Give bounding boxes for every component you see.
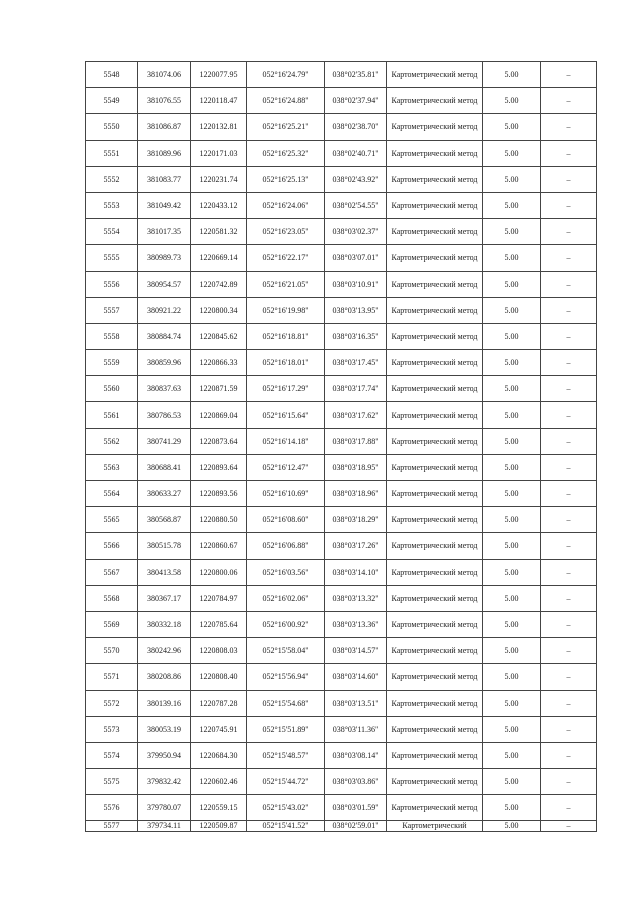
y-coordinate-cell: 1220745.91 xyxy=(191,716,247,742)
point-number-cell: 5551 xyxy=(86,140,138,166)
x-coordinate-cell: 380515.78 xyxy=(138,533,191,559)
method-cell: Картометрический метод xyxy=(387,795,483,821)
accuracy-cell: 5.00 xyxy=(483,297,541,323)
table-row xyxy=(86,533,597,559)
table-row xyxy=(86,219,597,245)
y-coordinate-cell: 1220433.12 xyxy=(191,192,247,218)
latitude-cell: 052°16'12.47" xyxy=(247,454,325,480)
longitude-cell: 038°03'07.01" xyxy=(325,245,387,271)
table-row xyxy=(86,795,597,821)
x-coordinate-cell: 380242.96 xyxy=(138,638,191,664)
method-cell: Картометрический метод xyxy=(387,638,483,664)
point-number-cell: 5569 xyxy=(86,611,138,637)
latitude-cell: 052°16'06.88" xyxy=(247,533,325,559)
method-cell: Картометрический метод xyxy=(387,140,483,166)
accuracy-cell: 5.00 xyxy=(483,323,541,349)
accuracy-cell: 5.00 xyxy=(483,376,541,402)
point-number-cell: 5554 xyxy=(86,219,138,245)
accuracy-cell: 5.00 xyxy=(483,350,541,376)
longitude-cell: 038°03'13.32" xyxy=(325,585,387,611)
point-number-cell: 5558 xyxy=(86,323,138,349)
longitude-cell: 038°02'38.70" xyxy=(325,114,387,140)
method-cell: Картометрический xyxy=(387,821,483,832)
table-body xyxy=(86,62,597,832)
y-coordinate-cell: 1220077.95 xyxy=(191,62,247,88)
accuracy-cell: 5.00 xyxy=(483,192,541,218)
method-cell: Картометрический метод xyxy=(387,245,483,271)
table-row xyxy=(86,454,597,480)
table-row xyxy=(86,769,597,795)
accuracy-cell: 5.00 xyxy=(483,402,541,428)
method-cell: Картометрический метод xyxy=(387,271,483,297)
accuracy-cell: 5.00 xyxy=(483,219,541,245)
longitude-cell: 038°02'54.55" xyxy=(325,192,387,218)
note-cell: – xyxy=(541,507,597,533)
longitude-cell: 038°03'13.51" xyxy=(325,690,387,716)
accuracy-cell: 5.00 xyxy=(483,742,541,768)
method-cell: Картометрический метод xyxy=(387,454,483,480)
note-cell: – xyxy=(541,742,597,768)
accuracy-cell: 5.00 xyxy=(483,716,541,742)
method-cell: Картометрический метод xyxy=(387,559,483,585)
table-row xyxy=(86,376,597,402)
point-number-cell: 5570 xyxy=(86,638,138,664)
point-number-cell: 5564 xyxy=(86,481,138,507)
coordinates-table xyxy=(85,61,597,832)
y-coordinate-cell: 1220132.81 xyxy=(191,114,247,140)
table-row xyxy=(86,323,597,349)
longitude-cell: 038°03'01.59" xyxy=(325,795,387,821)
note-cell: – xyxy=(541,114,597,140)
table-row xyxy=(86,192,597,218)
x-coordinate-cell: 380633.27 xyxy=(138,481,191,507)
point-number-cell: 5555 xyxy=(86,245,138,271)
x-coordinate-cell: 380367.17 xyxy=(138,585,191,611)
note-cell: – xyxy=(541,376,597,402)
longitude-cell: 038°03'08.14" xyxy=(325,742,387,768)
latitude-cell: 052°16'15.64" xyxy=(247,402,325,428)
method-cell: Картометрический метод xyxy=(387,585,483,611)
latitude-cell: 052°16'03.56" xyxy=(247,559,325,585)
latitude-cell: 052°15'56.94" xyxy=(247,664,325,690)
latitude-cell: 052°16'19.98" xyxy=(247,297,325,323)
accuracy-cell: 5.00 xyxy=(483,559,541,585)
longitude-cell: 038°03'17.88" xyxy=(325,428,387,454)
y-coordinate-cell: 1220845.62 xyxy=(191,323,247,349)
longitude-cell: 038°02'59.01" xyxy=(325,821,387,832)
y-coordinate-cell: 1220231.74 xyxy=(191,166,247,192)
x-coordinate-cell: 381076.55 xyxy=(138,88,191,114)
table-row xyxy=(86,559,597,585)
point-number-cell: 5572 xyxy=(86,690,138,716)
note-cell: – xyxy=(541,219,597,245)
y-coordinate-cell: 1220784.97 xyxy=(191,585,247,611)
x-coordinate-cell: 379950.94 xyxy=(138,742,191,768)
latitude-cell: 052°16'17.29" xyxy=(247,376,325,402)
note-cell: – xyxy=(541,795,597,821)
method-cell: Картометрический метод xyxy=(387,664,483,690)
accuracy-cell: 5.00 xyxy=(483,62,541,88)
table-row xyxy=(86,428,597,454)
longitude-cell: 038°03'18.95" xyxy=(325,454,387,480)
accuracy-cell: 5.00 xyxy=(483,428,541,454)
table-row xyxy=(86,585,597,611)
table-row xyxy=(86,62,597,88)
latitude-cell: 052°16'21.05" xyxy=(247,271,325,297)
method-cell: Картометрический метод xyxy=(387,402,483,428)
method-cell: Картометрический метод xyxy=(387,297,483,323)
latitude-cell: 052°16'08.60" xyxy=(247,507,325,533)
note-cell: – xyxy=(541,62,597,88)
x-coordinate-cell: 381086.87 xyxy=(138,114,191,140)
x-coordinate-cell: 381089.96 xyxy=(138,140,191,166)
table-row xyxy=(86,821,597,832)
table-row xyxy=(86,402,597,428)
x-coordinate-cell: 379734.11 xyxy=(138,821,191,832)
longitude-cell: 038°02'35.81" xyxy=(325,62,387,88)
y-coordinate-cell: 1220860.67 xyxy=(191,533,247,559)
point-number-cell: 5563 xyxy=(86,454,138,480)
point-number-cell: 5567 xyxy=(86,559,138,585)
note-cell: – xyxy=(541,192,597,218)
latitude-cell: 052°15'48.57" xyxy=(247,742,325,768)
point-number-cell: 5552 xyxy=(86,166,138,192)
x-coordinate-cell: 380053.19 xyxy=(138,716,191,742)
note-cell: – xyxy=(541,481,597,507)
longitude-cell: 038°03'17.26" xyxy=(325,533,387,559)
point-number-cell: 5571 xyxy=(86,664,138,690)
longitude-cell: 038°03'18.29" xyxy=(325,507,387,533)
accuracy-cell: 5.00 xyxy=(483,454,541,480)
method-cell: Картометрический метод xyxy=(387,323,483,349)
latitude-cell: 052°16'22.17" xyxy=(247,245,325,271)
x-coordinate-cell: 380989.73 xyxy=(138,245,191,271)
table-row xyxy=(86,166,597,192)
latitude-cell: 052°16'00.92" xyxy=(247,611,325,637)
note-cell: – xyxy=(541,402,597,428)
point-number-cell: 5549 xyxy=(86,88,138,114)
note-cell: – xyxy=(541,716,597,742)
method-cell: Картометрический метод xyxy=(387,88,483,114)
method-cell: Картометрический метод xyxy=(387,769,483,795)
latitude-cell: 052°16'02.06" xyxy=(247,585,325,611)
point-number-cell: 5566 xyxy=(86,533,138,559)
accuracy-cell: 5.00 xyxy=(483,664,541,690)
x-coordinate-cell: 380859.96 xyxy=(138,350,191,376)
x-coordinate-cell: 380413.58 xyxy=(138,559,191,585)
point-number-cell: 5553 xyxy=(86,192,138,218)
table-row xyxy=(86,114,597,140)
accuracy-cell: 5.00 xyxy=(483,795,541,821)
latitude-cell: 052°16'24.79" xyxy=(247,62,325,88)
y-coordinate-cell: 1220880.50 xyxy=(191,507,247,533)
point-number-cell: 5574 xyxy=(86,742,138,768)
note-cell: – xyxy=(541,297,597,323)
coordinates-table-page xyxy=(85,61,596,832)
table-row xyxy=(86,690,597,716)
latitude-cell: 052°16'10.69" xyxy=(247,481,325,507)
longitude-cell: 038°03'18.96" xyxy=(325,481,387,507)
x-coordinate-cell: 379832.42 xyxy=(138,769,191,795)
accuracy-cell: 5.00 xyxy=(483,245,541,271)
latitude-cell: 052°16'18.01" xyxy=(247,350,325,376)
accuracy-cell: 5.00 xyxy=(483,585,541,611)
method-cell: Картометрический метод xyxy=(387,219,483,245)
longitude-cell: 038°03'14.60" xyxy=(325,664,387,690)
y-coordinate-cell: 1220869.04 xyxy=(191,402,247,428)
point-number-cell: 5561 xyxy=(86,402,138,428)
point-number-cell: 5573 xyxy=(86,716,138,742)
longitude-cell: 038°03'16.35" xyxy=(325,323,387,349)
y-coordinate-cell: 1220581.32 xyxy=(191,219,247,245)
note-cell: – xyxy=(541,271,597,297)
y-coordinate-cell: 1220669.14 xyxy=(191,245,247,271)
point-number-cell: 5576 xyxy=(86,795,138,821)
accuracy-cell: 5.00 xyxy=(483,638,541,664)
table-row xyxy=(86,271,597,297)
accuracy-cell: 5.00 xyxy=(483,821,541,832)
x-coordinate-cell: 381083.77 xyxy=(138,166,191,192)
x-coordinate-cell: 381074.06 xyxy=(138,62,191,88)
table-row xyxy=(86,611,597,637)
point-number-cell: 5548 xyxy=(86,62,138,88)
point-number-cell: 5565 xyxy=(86,507,138,533)
longitude-cell: 038°03'14.57" xyxy=(325,638,387,664)
latitude-cell: 052°16'24.06" xyxy=(247,192,325,218)
y-coordinate-cell: 1220873.64 xyxy=(191,428,247,454)
x-coordinate-cell: 380921.22 xyxy=(138,297,191,323)
note-cell: – xyxy=(541,140,597,166)
longitude-cell: 038°03'03.86" xyxy=(325,769,387,795)
latitude-cell: 052°16'25.21" xyxy=(247,114,325,140)
note-cell: – xyxy=(541,533,597,559)
method-cell: Картометрический метод xyxy=(387,507,483,533)
point-number-cell: 5577 xyxy=(86,821,138,832)
method-cell: Картометрический метод xyxy=(387,716,483,742)
longitude-cell: 038°03'14.10" xyxy=(325,559,387,585)
x-coordinate-cell: 380332.18 xyxy=(138,611,191,637)
point-number-cell: 5550 xyxy=(86,114,138,140)
y-coordinate-cell: 1220742.89 xyxy=(191,271,247,297)
y-coordinate-cell: 1220787.28 xyxy=(191,690,247,716)
note-cell: – xyxy=(541,821,597,832)
method-cell: Картометрический метод xyxy=(387,376,483,402)
accuracy-cell: 5.00 xyxy=(483,611,541,637)
latitude-cell: 052°15'58.04" xyxy=(247,638,325,664)
note-cell: – xyxy=(541,350,597,376)
note-cell: – xyxy=(541,769,597,795)
note-cell: – xyxy=(541,559,597,585)
method-cell: Картометрический метод xyxy=(387,428,483,454)
y-coordinate-cell: 1220602.46 xyxy=(191,769,247,795)
y-coordinate-cell: 1220871.59 xyxy=(191,376,247,402)
longitude-cell: 038°02'37.94" xyxy=(325,88,387,114)
y-coordinate-cell: 1220559.15 xyxy=(191,795,247,821)
y-coordinate-cell: 1220684.30 xyxy=(191,742,247,768)
x-coordinate-cell: 381017.35 xyxy=(138,219,191,245)
accuracy-cell: 5.00 xyxy=(483,166,541,192)
note-cell: – xyxy=(541,454,597,480)
accuracy-cell: 5.00 xyxy=(483,533,541,559)
x-coordinate-cell: 380568.87 xyxy=(138,507,191,533)
latitude-cell: 052°16'25.32" xyxy=(247,140,325,166)
point-number-cell: 5556 xyxy=(86,271,138,297)
note-cell: – xyxy=(541,166,597,192)
latitude-cell: 052°16'23.05" xyxy=(247,219,325,245)
x-coordinate-cell: 379780.07 xyxy=(138,795,191,821)
table-row xyxy=(86,716,597,742)
table-row xyxy=(86,350,597,376)
x-coordinate-cell: 380786.53 xyxy=(138,402,191,428)
method-cell: Картометрический метод xyxy=(387,533,483,559)
x-coordinate-cell: 380688.41 xyxy=(138,454,191,480)
y-coordinate-cell: 1220893.64 xyxy=(191,454,247,480)
point-number-cell: 5557 xyxy=(86,297,138,323)
table-row xyxy=(86,507,597,533)
method-cell: Картометрический метод xyxy=(387,611,483,637)
point-number-cell: 5575 xyxy=(86,769,138,795)
longitude-cell: 038°03'17.45" xyxy=(325,350,387,376)
latitude-cell: 052°15'51.89" xyxy=(247,716,325,742)
latitude-cell: 052°15'54.68" xyxy=(247,690,325,716)
y-coordinate-cell: 1220808.03 xyxy=(191,638,247,664)
point-number-cell: 5562 xyxy=(86,428,138,454)
note-cell: – xyxy=(541,664,597,690)
latitude-cell: 052°15'41.52" xyxy=(247,821,325,832)
table-row xyxy=(86,742,597,768)
longitude-cell: 038°03'13.36" xyxy=(325,611,387,637)
table-row xyxy=(86,638,597,664)
table-row xyxy=(86,245,597,271)
accuracy-cell: 5.00 xyxy=(483,88,541,114)
longitude-cell: 038°03'17.62" xyxy=(325,402,387,428)
latitude-cell: 052°16'24.88" xyxy=(247,88,325,114)
table-row xyxy=(86,481,597,507)
method-cell: Картометрический метод xyxy=(387,114,483,140)
y-coordinate-cell: 1220800.34 xyxy=(191,297,247,323)
method-cell: Картометрический метод xyxy=(387,481,483,507)
accuracy-cell: 5.00 xyxy=(483,690,541,716)
method-cell: Картометрический метод xyxy=(387,350,483,376)
table-row xyxy=(86,297,597,323)
x-coordinate-cell: 380208.86 xyxy=(138,664,191,690)
note-cell: – xyxy=(541,428,597,454)
latitude-cell: 052°15'43.02" xyxy=(247,795,325,821)
note-cell: – xyxy=(541,585,597,611)
accuracy-cell: 5.00 xyxy=(483,769,541,795)
longitude-cell: 038°03'11.36" xyxy=(325,716,387,742)
point-number-cell: 5559 xyxy=(86,350,138,376)
longitude-cell: 038°03'10.91" xyxy=(325,271,387,297)
point-number-cell: 5568 xyxy=(86,585,138,611)
y-coordinate-cell: 1220118.47 xyxy=(191,88,247,114)
note-cell: – xyxy=(541,88,597,114)
method-cell: Картометрический метод xyxy=(387,192,483,218)
longitude-cell: 038°02'40.71" xyxy=(325,140,387,166)
accuracy-cell: 5.00 xyxy=(483,140,541,166)
longitude-cell: 038°03'02.37" xyxy=(325,219,387,245)
method-cell: Картометрический метод xyxy=(387,742,483,768)
table-row xyxy=(86,664,597,690)
method-cell: Картометрический метод xyxy=(387,690,483,716)
x-coordinate-cell: 380954.57 xyxy=(138,271,191,297)
y-coordinate-cell: 1220171.03 xyxy=(191,140,247,166)
x-coordinate-cell: 380139.16 xyxy=(138,690,191,716)
longitude-cell: 038°02'43.92" xyxy=(325,166,387,192)
note-cell: – xyxy=(541,245,597,271)
method-cell: Картометрический метод xyxy=(387,166,483,192)
accuracy-cell: 5.00 xyxy=(483,114,541,140)
latitude-cell: 052°16'25.13" xyxy=(247,166,325,192)
table-row xyxy=(86,88,597,114)
accuracy-cell: 5.00 xyxy=(483,507,541,533)
y-coordinate-cell: 1220509.87 xyxy=(191,821,247,832)
y-coordinate-cell: 1220866.33 xyxy=(191,350,247,376)
x-coordinate-cell: 380741.29 xyxy=(138,428,191,454)
x-coordinate-cell: 380837.63 xyxy=(138,376,191,402)
note-cell: – xyxy=(541,638,597,664)
y-coordinate-cell: 1220785.64 xyxy=(191,611,247,637)
note-cell: – xyxy=(541,690,597,716)
y-coordinate-cell: 1220893.56 xyxy=(191,481,247,507)
note-cell: – xyxy=(541,323,597,349)
latitude-cell: 052°16'14.18" xyxy=(247,428,325,454)
method-cell: Картометрический метод xyxy=(387,62,483,88)
x-coordinate-cell: 381049.42 xyxy=(138,192,191,218)
x-coordinate-cell: 380884.74 xyxy=(138,323,191,349)
latitude-cell: 052°16'18.81" xyxy=(247,323,325,349)
latitude-cell: 052°15'44.72" xyxy=(247,769,325,795)
table-row xyxy=(86,140,597,166)
accuracy-cell: 5.00 xyxy=(483,481,541,507)
note-cell: – xyxy=(541,611,597,637)
y-coordinate-cell: 1220808.40 xyxy=(191,664,247,690)
longitude-cell: 038°03'13.95" xyxy=(325,297,387,323)
y-coordinate-cell: 1220800.06 xyxy=(191,559,247,585)
accuracy-cell: 5.00 xyxy=(483,271,541,297)
point-number-cell: 5560 xyxy=(86,376,138,402)
longitude-cell: 038°03'17.74" xyxy=(325,376,387,402)
